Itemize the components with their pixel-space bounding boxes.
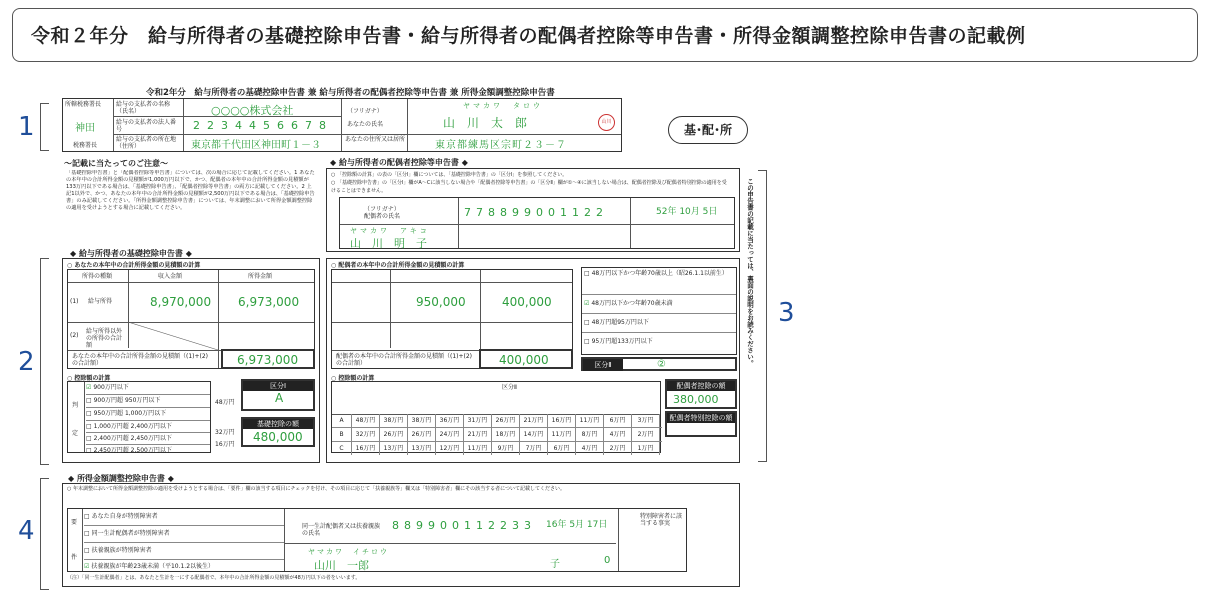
table-cell: 18万円 [492, 428, 520, 441]
table-cell: A [332, 414, 352, 427]
bracket-amount-1: 48万円 [215, 399, 235, 406]
table-cell: 1万円 [632, 442, 660, 455]
payer-name-label: 給与の支払者の名称（氏名） [116, 101, 171, 115]
table-cell: 11万円 [464, 442, 492, 455]
spouse-option-text: 48万円以下かつ年齢70歳以上（昭26.1.1以前生） [591, 270, 728, 277]
bracket-row-text: 2,400万円超 2,450万円以下 [93, 435, 172, 442]
address-value[interactable]: 東京都練馬区宗町２３－７ [435, 140, 567, 151]
table-cell: 48万円 [352, 414, 380, 427]
notes-heading: ～記載に当たってのご注意～ [64, 159, 168, 168]
table-cell: 11万円 [576, 414, 604, 427]
adjust-options [84, 509, 284, 574]
bracket-row[interactable]: □ 2,450万円超 2,500万円以下 [86, 447, 172, 454]
adjust-number[interactable]: 889900112233 [392, 519, 536, 532]
col-kind: 所得の種類 [82, 273, 113, 280]
class2-value[interactable]: ② [657, 359, 666, 370]
header-block [62, 98, 622, 152]
diagonal [128, 322, 218, 350]
banner-title: 令和２年分 給与所得者の基礎控除申告書・給与所得者の配偶者控除等申告書・所得金額調整控除申告書の記載例 [31, 25, 1026, 47]
payer-name-value[interactable]: ○○○○株式会社 [211, 104, 294, 117]
adjust-option[interactable]: □ 扶養親族が特別障害者 [84, 543, 284, 560]
spouse-deduction-label: 配偶者控除の額 [667, 381, 735, 391]
bracket-amount-2: 32万円 [215, 429, 235, 436]
adjust-name[interactable]: 山川 一郎 [314, 559, 369, 572]
furigana-label: （フリガナ） [347, 108, 383, 115]
payer-address-value[interactable]: 東京都千代田区神田町１－３ [191, 140, 321, 151]
table-cell: 31万円 [464, 414, 492, 427]
adjust-special-label: 特別障害者に該当する事実 [640, 513, 683, 527]
form-stamp [668, 116, 748, 144]
table-cell: 12万円 [436, 442, 464, 455]
basic-deduction-value[interactable]: 480,000 [253, 430, 303, 444]
adjust-option-text: 扶養親族が特別障害者 [91, 547, 152, 554]
adjust-birth[interactable]: 16年 5月 17日 [546, 520, 608, 530]
basic-total-box [221, 349, 315, 369]
basic-heading: ◆ 給与所得者の基礎控除申告書 ◆ [70, 249, 192, 258]
basic-row2-label: 給与所得以外の所得の合計額 [86, 328, 123, 349]
adjust-req-label: 要 件 [71, 519, 78, 561]
table-cell: 4万円 [576, 442, 604, 455]
banner [12, 8, 1198, 62]
spouse-calc [326, 258, 740, 463]
spouse-option[interactable]: □ 48万円超95万円以下 [582, 314, 736, 333]
spouse-options [581, 267, 737, 355]
adjust-section [62, 483, 740, 587]
table-cell: 21万円 [520, 414, 548, 427]
bracket-row[interactable]: □ 900万円超 950万円以下 [86, 395, 210, 408]
adjust-option[interactable]: ☑ 扶養親族が年齢23歳未満（平10.1.2以後生） [84, 563, 215, 570]
spouse-total-label: 配偶者の本年中の合計所得金額の見積額（(1)+(2)の合計額） [336, 353, 473, 367]
basic-calc-heading: ○ あなたの本年中の合計所得金額の見積額の計算 [67, 262, 201, 269]
spouse-furigana[interactable]: ヤマカワ アキコ [350, 227, 430, 235]
table-cell: C [332, 442, 352, 455]
spouse-special-box [665, 411, 737, 437]
adjust-income[interactable]: 0 [604, 555, 611, 566]
bracket-row-text: 900万円超 950万円以下 [93, 397, 161, 404]
bracket-row-text: 900万円以下 [93, 384, 129, 391]
table-cell: 2万円 [604, 442, 632, 455]
spouse-option-text: 48万円超95万円以下 [591, 319, 649, 326]
section-number-2: 2 [18, 347, 35, 377]
bracket-row[interactable]: ☑ 900万円以下 [86, 382, 210, 395]
bracket-1 [40, 103, 49, 151]
table-cell: 32万円 [352, 428, 380, 441]
spouse-identity [339, 197, 735, 249]
table-cell: 8万円 [576, 428, 604, 441]
table-row [332, 428, 662, 442]
furigana-value[interactable]: ヤマカワ タロウ [463, 102, 543, 110]
spouse-option-text: 95万円超133万円以下 [591, 338, 653, 345]
address-label: あなたの住所又は居所 [345, 136, 406, 143]
table-cell: 21万円 [464, 428, 492, 441]
table-cell: 38万円 [380, 414, 408, 427]
adjust-footer: （注）「同一生計配偶者」とは、あなたと生計を一にする配偶者で、本年中の合計所得金額の見積額が48万円以下の者をいいます。 [67, 575, 361, 581]
bracket-4 [40, 478, 49, 590]
bracket-row-text: 1,000万円超 2,400万円以下 [93, 423, 172, 430]
basic-row1-label: 給与所得 [88, 298, 113, 305]
class2-box [581, 357, 737, 371]
payer-number-label: 給与の支払者の法人番号 [116, 119, 177, 133]
adjust-option-text: あなた自身が特別障害者 [91, 513, 158, 520]
basic-deduction-label: 基礎控除の額 [243, 419, 313, 429]
spouse-name[interactable]: 山 川 明 子 [350, 237, 427, 250]
adjust-person-label: 同一生計配偶者又は扶養親族の氏名 [302, 523, 381, 537]
adjust-table [67, 508, 687, 572]
table-cell: 38万円 [408, 414, 436, 427]
spouse-row1-income[interactable]: 950,000 [416, 295, 466, 309]
bracket-2 [40, 258, 49, 465]
section-number-4: 4 [18, 516, 35, 546]
table-row [332, 414, 662, 428]
col-income: 収入金額 [158, 273, 183, 280]
section-number-3: 3 [778, 298, 795, 328]
spouse-option-text: 48万円以下かつ年齢70歳未満 [591, 300, 673, 307]
adjust-relation[interactable]: 子 [550, 559, 560, 570]
table-cell: 3万円 [632, 414, 660, 427]
spouse-table-header: 区分Ⅱ [502, 384, 517, 391]
spouse-deduction-table [331, 381, 661, 453]
spouse-row1-profit[interactable]: 400,000 [502, 295, 552, 309]
adjust-option-text: 同一生計配偶者が特別障害者 [91, 530, 170, 537]
bracket-rows [86, 382, 210, 456]
spouse-total-value[interactable]: 400,000 [499, 353, 549, 367]
bracket-3 [758, 170, 767, 462]
class1-label: 区分Ⅰ [243, 381, 313, 391]
class1-box [241, 379, 315, 411]
row1-marker: (1) [70, 298, 79, 305]
spouse-table-rows [332, 414, 662, 455]
bracket-row[interactable]: □ 1,000万円超 2,400万円以下 [86, 421, 210, 433]
seal-icon [598, 114, 615, 131]
adjust-option-text: 扶養親族が年齢23歳未満（平10.1.2以後生） [91, 563, 215, 570]
spouse-calc-heading: ○ 配偶者の本年中の合計所得金額の見積額の計算 [331, 262, 465, 269]
spouse-total-box [479, 349, 573, 369]
class1-value[interactable]: A [275, 391, 284, 405]
spouse-option[interactable]: □ 95万円超133万円以下 [584, 338, 653, 345]
basic-row1-profit[interactable]: 6,973,000 [238, 295, 300, 309]
spouse-special-label: 配偶者特別控除の額 [667, 413, 735, 423]
row2-marker: (2) [70, 332, 79, 339]
table-cell: 7万円 [520, 442, 548, 455]
bracket-row[interactable]: □ 2,400万円超 2,450万円以下 [86, 433, 210, 445]
name-label: あなたの氏名 [347, 121, 384, 128]
basic-total-value[interactable]: 6,973,000 [237, 353, 299, 367]
adjust-furigana[interactable]: ヤマカワ イチロウ [308, 548, 389, 556]
basic-deduction-box [241, 417, 315, 447]
table-cell: 26万円 [492, 414, 520, 427]
table-cell: 11万円 [548, 428, 576, 441]
table-cell: 6万円 [548, 442, 576, 455]
adjust-option[interactable]: □ 同一生計配偶者が特別障害者 [84, 526, 284, 543]
table-cell: 6万円 [604, 414, 632, 427]
tax-office-suffix: 税務署長 [73, 142, 98, 149]
spouse-deduction-value[interactable]: 380,000 [673, 393, 719, 406]
spouse-heading: ◆ 給与所得者の配偶者控除等申告書 ◆ [330, 158, 468, 167]
spouse-furigana-label: （フリガナ） 配偶者の氏名 [364, 206, 401, 220]
class2-label: 区分Ⅱ [583, 359, 623, 371]
name-value[interactable]: 山 川 太 郎 [443, 116, 528, 130]
bracket-table [67, 381, 211, 453]
table-cell: 26万円 [408, 428, 436, 441]
tax-office-label: 所轄税務署長 [65, 101, 102, 108]
table-cell: 16万円 [352, 442, 380, 455]
table-cell: 24万円 [436, 428, 464, 441]
adjust-option[interactable]: □ あなた自身が特別障害者 [84, 509, 284, 526]
table-cell: 13万円 [408, 442, 436, 455]
table-cell: 13万円 [380, 442, 408, 455]
bracket-side-label: 判 定 [72, 402, 79, 437]
table-cell: 14万円 [520, 428, 548, 441]
notes-text: 「基礎控除申告書」と「配偶者控除等申告書」については、次の場合に応じて記載してください。1 あなたの本年中の合計所得金額の見積額が1,000万円以下で、かつ、配偶者の本年中の合計所得金額の見積額が133万円以下である場合は、「基礎控除申告書」、「配偶者控除等申告書」の両方に記載してください。2 上記1以外で、かつ、あなたの本年中の合計所得金額の見積額が2,500万円以下である場合は、「基礎控除申告書」のみ記載してください。「所得金額調整控除申告書」については、年末調整において所得金額調整控除の適用を受けようとする場合に記載してください。 [66, 170, 315, 211]
basic-section [62, 258, 320, 463]
payer-number-value[interactable]: 2234456678 [193, 119, 333, 132]
spouse-deduction-heading: ○ 控除額の計算 [331, 375, 375, 382]
spouse-birth[interactable]: 52年 10月 5日 [656, 207, 718, 217]
tax-office-value[interactable]: 神田 [75, 123, 95, 134]
table-cell: 4万円 [604, 428, 632, 441]
bracket-row[interactable]: □ 950万円超 1,000万円以下 [86, 408, 210, 421]
table-cell: 36万円 [436, 414, 464, 427]
table-cell: 16万円 [548, 414, 576, 427]
spouse-deduction-box [665, 379, 737, 409]
deduction-heading: ○ 控除額の計算 [67, 375, 111, 382]
payer-address-label: 給与の支払者の所在地（住所） [116, 136, 177, 150]
spouse-instructions: ○ 「控除額の計算」の表の「区分Ⅰ」欄については、「基礎控除申告書」の「区分Ⅰ」を参照してください。 ○ 「基礎控除申告書」の「区分Ⅰ」欄がA～Cに該当しない場合や「配偶者控除等申告書」の「区分Ⅱ」欄が①～④に該当しない場合は、配偶者控除及び配偶者特別控除の適用を受けることはできません。 [331, 172, 727, 194]
bracket-amount-3: 16万円 [215, 441, 235, 448]
spouse-number[interactable]: 778899001122 [464, 206, 608, 219]
form-title: 令和2年分 給与所得者の基礎控除申告書 兼 給与所得者の配偶者控除等申告書 兼 所得金額調整控除申告書 [146, 88, 555, 98]
adjust-text: ○ 年末調整において所得金額調整控除の適用を受けようとする場合は、「要件」欄の該当する項目にチェックを付け、その項目に応じて「扶養親族等」欄又は「特別障害者」欄にその該当する者について記載してください。 [67, 486, 566, 492]
basic-total-label: あなたの本年中の合計所得金額の見積額（(1)+(2)の合計額） [72, 353, 209, 367]
table-cell: 9万円 [492, 442, 520, 455]
seal-text: 山川 [601, 119, 612, 125]
adjust-heading: ◆ 所得金額調整控除申告書 ◆ [68, 474, 174, 483]
bracket-row-text: 2,450万円超 2,500万円以下 [93, 447, 172, 454]
spouse-option[interactable]: ☑ 48万円以下かつ年齢70歳未満 [582, 295, 736, 314]
stamp-text: 基･配･所 [683, 123, 732, 137]
basic-row1-income[interactable]: 8,970,000 [150, 295, 212, 309]
bracket-row-text: 950万円超 1,000万円以下 [93, 410, 167, 417]
spouse-top [326, 168, 740, 252]
col-profit: 所得金額 [248, 273, 273, 280]
table-cell: B [332, 428, 352, 441]
table-row [332, 442, 662, 455]
table-cell: 26万円 [380, 428, 408, 441]
side-note: この申告書の記載に当たっては、裏面の説明をお読みください。 [746, 178, 754, 367]
section-number-1: 1 [18, 112, 35, 142]
table-cell: 2万円 [632, 428, 660, 441]
spouse-option[interactable]: □ 48万円以下かつ年齢70歳以上（昭26.1.1以前生） [582, 268, 736, 295]
